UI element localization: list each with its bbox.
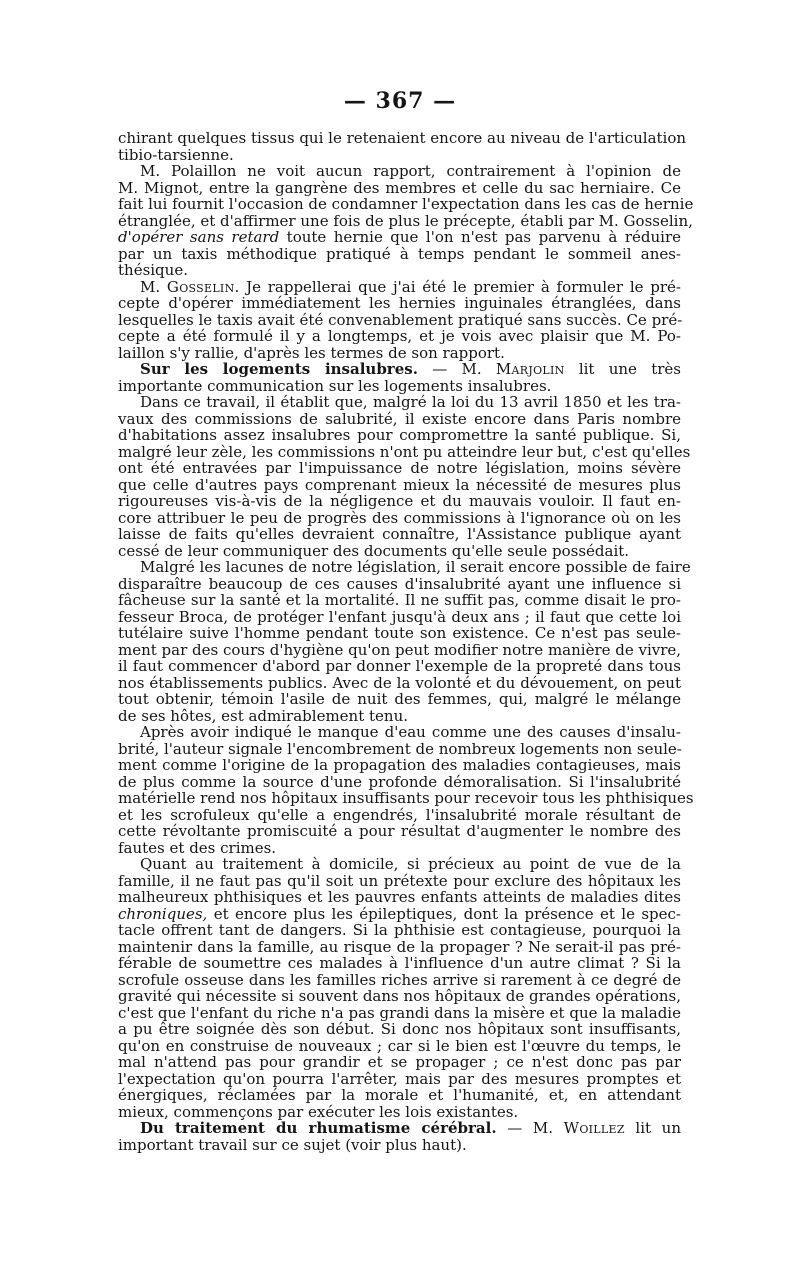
text-line bbox=[118, 1120, 681, 1137]
text-run: l'expectation qu'on pourra l'arrêter, mais par des mesures promptes et bbox=[118, 1069, 681, 1088]
text-run: importante communication sur les logements insalubres. bbox=[118, 376, 552, 395]
text-run: — M. bbox=[496, 1119, 564, 1137]
text-run: lesquelles le taxis avait été convenablement pratiqué sans succès. Ce pré- bbox=[118, 310, 683, 329]
text-line bbox=[118, 378, 681, 395]
text-line bbox=[118, 558, 691, 576]
text-line bbox=[118, 906, 681, 923]
text-line bbox=[118, 922, 681, 939]
text-run: lit une très bbox=[564, 360, 681, 378]
text-line bbox=[118, 312, 681, 329]
section-heading: Sur les logements insalubres. bbox=[140, 360, 418, 378]
text-run: de plus comme la source d'une profonde démoralisation. Si l'insalubrité bbox=[118, 772, 681, 791]
text-run: Malgré les lacunes de notre législation, il serait encore possible de faire bbox=[140, 558, 691, 576]
text-run: chirant quelques tissus qui le retenaient encore au niveau de l'articulation bbox=[118, 129, 687, 147]
text-line bbox=[118, 972, 681, 989]
text-run: Dans ce travail, il établit que, malgré la loi du 13 avril 1850 et les tra- bbox=[140, 393, 681, 411]
text-line bbox=[118, 394, 681, 411]
text-line bbox=[118, 609, 681, 626]
text-run: laillon s'y rallie, d'après les termes de son rapport. bbox=[118, 343, 505, 362]
text-line bbox=[118, 741, 681, 758]
text-run: ment comme l'origine de la propagation des maladies contagieuses, mais bbox=[118, 756, 681, 774]
text-run: fautes et des crimes. bbox=[118, 838, 277, 857]
text-run: rigoureuses vis-à-vis de la négligence et du mauvais vouloir. Il faut en- bbox=[118, 492, 681, 510]
text-line bbox=[118, 1054, 681, 1071]
text-line bbox=[118, 642, 681, 659]
text-run: Après avoir indiqué le manque d'eau comme une des causes d'insalu- bbox=[140, 723, 681, 741]
text-run: M. Mignot, entre la gangrène des membres et celle du sac herniaire. Ce bbox=[118, 178, 681, 197]
text-run: cessé de leur communiquer des documents qu'elle seule possédait. bbox=[118, 541, 630, 560]
text-run: tibio-tarsienne. bbox=[118, 145, 234, 164]
text-line bbox=[118, 510, 681, 527]
text-line bbox=[118, 774, 681, 791]
text-run: chroniques, bbox=[118, 904, 208, 923]
text-line bbox=[118, 939, 681, 956]
text-run: laisse de faits qu'elles devraient connaître, l'Assistance publique ayant bbox=[118, 525, 681, 543]
text-line bbox=[118, 543, 681, 560]
text-line bbox=[118, 789, 694, 807]
text-line bbox=[118, 576, 681, 593]
text-line bbox=[118, 889, 681, 906]
text-run: gravité qui nécessite si souvent dans nos hôpitaux de grandes opérations, bbox=[118, 987, 681, 1005]
text-run: M. Polaillon ne voit aucun rapport, contrairement à l'opinion de bbox=[140, 162, 681, 180]
text-line bbox=[118, 460, 681, 477]
text-run: scrofule osseuse dans les familles riches arrive si rarement à ce degré de bbox=[118, 970, 681, 989]
text-run: et encore plus les épileptiques, dont la présence et le spec- bbox=[207, 904, 681, 923]
text-line bbox=[118, 411, 681, 428]
text-line bbox=[118, 658, 681, 675]
author-name: Gosselin bbox=[166, 277, 235, 296]
text-run: core attribuer le peu de progrès des commissions à l'ignorance où on les bbox=[118, 508, 681, 527]
text-run: malgré leur zèle, les commissions n'ont pu atteindre leur but, c'est qu'elles bbox=[118, 442, 691, 461]
text-line bbox=[118, 229, 681, 246]
text-run: il faut commencer d'abord par donner l'exemple de la propreté dans tous bbox=[118, 657, 681, 675]
text-line bbox=[118, 823, 681, 840]
text-run: que celle d'autres pays comprenant mieux la nécessité de mesures plus bbox=[118, 475, 681, 494]
text-run: famille, il ne faut pas qu'il soit un prétexte pour exclure des hôpitaux les bbox=[118, 871, 681, 890]
text-line bbox=[118, 955, 681, 972]
text-run: nos établissements publics. Avec de la volonté et du dévouement, on peut bbox=[118, 673, 681, 692]
text-line bbox=[118, 1021, 681, 1038]
text-line bbox=[118, 246, 681, 263]
text-line bbox=[118, 592, 681, 609]
text-run: de ses hôtes, est admirablement tenu. bbox=[118, 706, 408, 725]
text-run: c'est que l'enfant du riche n'a pas grandi dans la misère et que la maladie bbox=[118, 1003, 681, 1022]
body-text bbox=[118, 129, 694, 1154]
text-line bbox=[118, 195, 694, 213]
text-run: M. bbox=[140, 277, 167, 296]
author-name: Woillez bbox=[563, 1119, 625, 1137]
text-run: Quant au traitement à domicile, si précieux au point de vue de la bbox=[140, 855, 681, 873]
text-run: tacle offrent tant de dangers. Si la phthisie est contagieuse, pourquoi la bbox=[118, 921, 681, 939]
text-line bbox=[118, 328, 681, 345]
text-run: cette révoltante promiscuité a pour résultat d'augmenter le nombre des bbox=[118, 822, 681, 840]
text-run: vaux des commissions de salubrité, il existe encore dans Paris nombre bbox=[118, 409, 681, 428]
text-line bbox=[118, 691, 681, 708]
text-line bbox=[118, 211, 693, 230]
text-line bbox=[118, 442, 691, 461]
text-line bbox=[118, 129, 687, 147]
text-run: thésique. bbox=[118, 261, 188, 279]
text-run: important travail sur ce sujet (voir plus haut). bbox=[118, 1135, 467, 1154]
text-line bbox=[118, 1071, 681, 1088]
text-run: étranglée, et d'affirmer une fois de plus le précepte, établi par M. Gosselin, bbox=[118, 211, 693, 230]
text-run: fait lui fournit l'occasion de condamner l'expectation dans les cas de hernie bbox=[118, 195, 694, 213]
text-line bbox=[118, 708, 681, 725]
author-name: Marjolin bbox=[495, 360, 565, 378]
text-line bbox=[118, 427, 681, 444]
text-run: énergiques, réclamées par la morale et l'humanité, et, en attendant bbox=[118, 1086, 681, 1104]
text-run: par un taxis méthodique pratiqué à temps pendant le sommeil anes- bbox=[118, 244, 681, 263]
text-line bbox=[118, 856, 681, 873]
text-line bbox=[118, 262, 681, 279]
text-run: tutélaire suive l'homme pendant toute son existence. Ce n'est pas seule- bbox=[118, 624, 681, 642]
text-line bbox=[118, 477, 681, 494]
text-line bbox=[118, 724, 681, 741]
section-heading: Du traitement du rhumatisme cérébral. bbox=[140, 1119, 497, 1137]
text-run: a pu être soignée dès son début. Si donc nos hôpitaux sont insuffisants, bbox=[118, 1020, 681, 1038]
text-line bbox=[118, 147, 681, 164]
text-line bbox=[118, 295, 681, 312]
text-run: et les scrofuleux qu'elle a engendrés, l'insalubrité morale résultant de bbox=[118, 805, 681, 824]
text-run: férable de soumettre ces malades à l'influence d'un autre climat ? Si la bbox=[118, 954, 681, 972]
text-line bbox=[118, 807, 681, 824]
text-line bbox=[118, 840, 681, 857]
text-run: toute hernie que l'on n'est pas parvenu à réduire bbox=[279, 228, 682, 246]
text-line bbox=[118, 1137, 681, 1154]
text-line bbox=[118, 675, 681, 692]
text-run: matérielle rend nos hôpitaux insuffisants pour recevoir tous les phthisiques bbox=[118, 789, 694, 807]
text-line bbox=[118, 526, 681, 543]
text-run: — M. bbox=[417, 360, 496, 378]
text-run: d'opérer sans retard bbox=[118, 228, 280, 246]
text-run: ont été entravées par l'impuissance de notre législation, moins sévère bbox=[118, 459, 681, 477]
text-run: qu'on en construise de nouveaux ; car si le bien est l'œuvre du temps, le bbox=[118, 1036, 681, 1055]
text-run: fâcheuse sur la santé et la mortalité. Il ne suffit pas, comme disait le pro- bbox=[118, 591, 681, 609]
text-line bbox=[118, 757, 681, 774]
text-run: tout obtenir, témoin l'asile de nuit des femmes, qui, malgré le mélange bbox=[118, 690, 681, 708]
text-line bbox=[118, 279, 681, 296]
text-run: mal n'attend pas pour grandir et se propager ; ce n'est donc pas par bbox=[118, 1053, 681, 1071]
text-line bbox=[118, 988, 681, 1005]
text-line bbox=[118, 1087, 681, 1104]
text-run: d'habitations assez insalubres pour compromettre la santé publique. Si, bbox=[118, 426, 681, 444]
text-line bbox=[118, 625, 681, 642]
text-line bbox=[118, 180, 681, 197]
text-run: mieux, commençons par exécuter les lois existantes. bbox=[118, 1102, 519, 1121]
text-run: malheureux phthisiques et les pauvres enfants atteints de maladies dites bbox=[118, 888, 681, 906]
text-line bbox=[118, 1038, 681, 1055]
text-line bbox=[118, 493, 681, 510]
text-line bbox=[118, 163, 681, 180]
text-line bbox=[118, 345, 681, 362]
text-run: disparaître beaucoup de ces causes d'insalubrité ayant une influence si bbox=[118, 574, 681, 593]
text-run: brité, l'auteur signale l'encombrement de nombreux logements non seule- bbox=[118, 739, 682, 758]
text-run: cepte d'opérer immédiatement les hernies inguinales étranglées, dans bbox=[118, 294, 681, 312]
text-line bbox=[118, 1005, 681, 1022]
text-run: . Je rappellerai que j'ai été le premier à formuler le pré- bbox=[234, 277, 681, 296]
text-run: fesseur Broca, de protéger l'enfant jusqu'à deux ans ; il faut que cette loi bbox=[118, 607, 681, 626]
text-line bbox=[118, 873, 681, 890]
text-run: cepte a été formulé il y a longtemps, et je vois avec plaisir que M. Po- bbox=[118, 327, 681, 345]
page-number: — 367 — bbox=[343, 88, 457, 114]
text-run: ment par des cours d'hygiène qu'on peut modifier notre manière de vivre, bbox=[118, 640, 682, 659]
text-line bbox=[118, 1104, 681, 1121]
text-run: maintenir dans la famille, au risque de la propager ? Ne serait-il pas pré- bbox=[118, 937, 681, 956]
text-run: lit un bbox=[624, 1119, 681, 1137]
text-line bbox=[118, 361, 681, 378]
